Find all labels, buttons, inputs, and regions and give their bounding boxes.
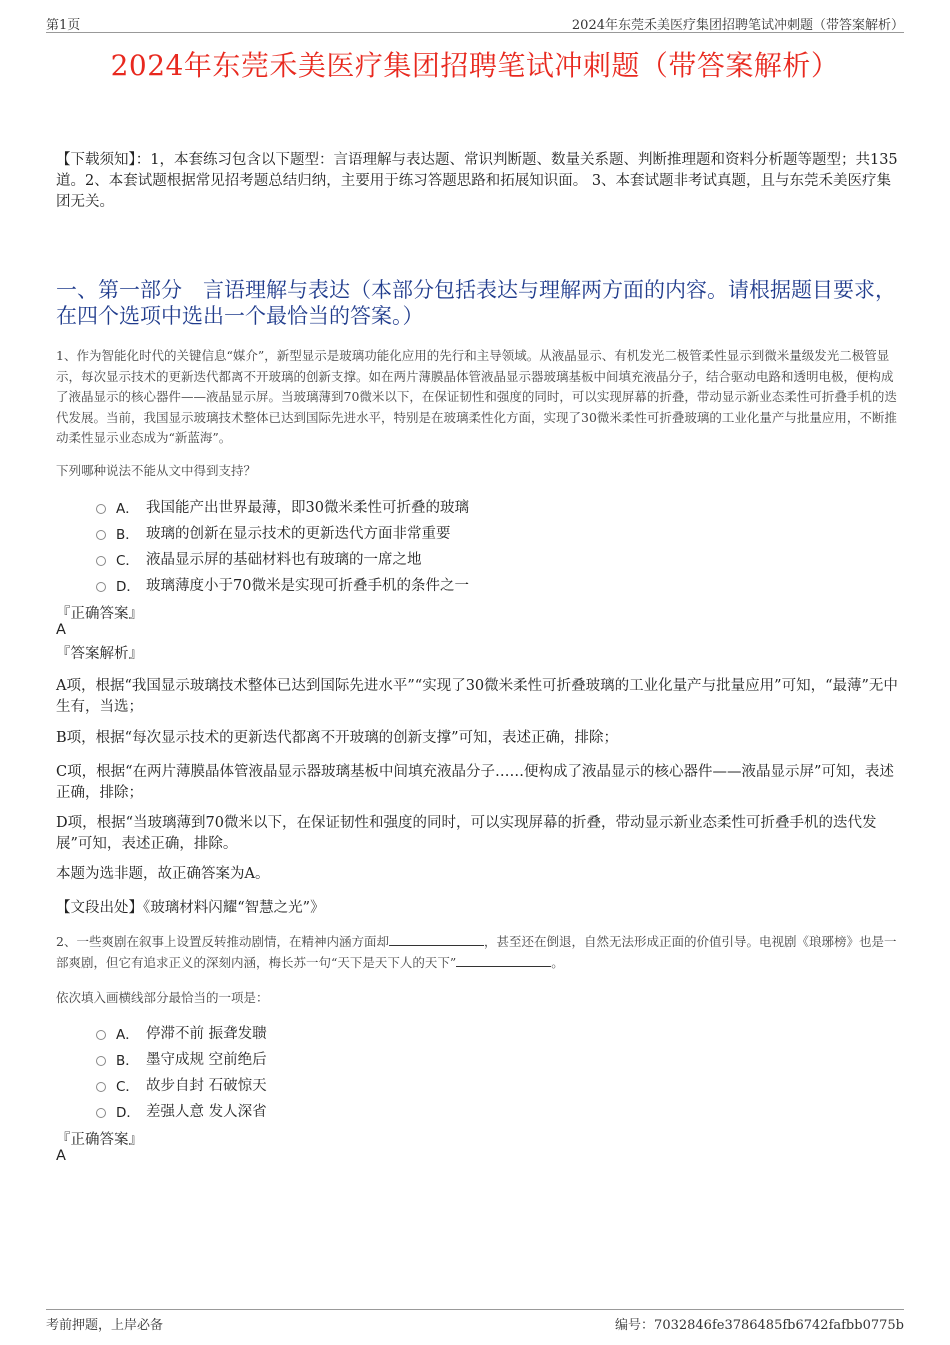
radio-icon[interactable]	[96, 1030, 106, 1040]
footer-document-id: 编号：7032846fe3786485fb6742fafbb0775b	[615, 1318, 904, 1333]
analysis-b: B项，根据“每次显示技术的更新迭代都离不开玻璃的创新支撑”可知，表述正确，排除；	[56, 730, 618, 746]
question-2-option-c[interactable]	[96, 1074, 267, 1095]
question-1-option-a[interactable]	[96, 496, 469, 517]
analysis-c: C项，根据“在两片薄膜晶体管液晶显示器玻璃基板中间填充液晶分子……便构成了液晶显示的核心器件——液晶显示屏”可知，表述正确，排除；	[56, 764, 894, 801]
question-2-passage	[56, 932, 898, 973]
header-doc-title: 2024年东莞禾美医疗集团招聘笔试冲刺题（带答案解析）	[571, 18, 904, 33]
fill-blank-2	[456, 954, 551, 967]
question-1-answer: A	[56, 622, 66, 638]
question-1-option-d[interactable]	[96, 574, 469, 595]
question-1-answer-label: 『正确答案』	[56, 606, 143, 622]
header-divider	[46, 32, 904, 33]
footer-slogan: 考前押题，上岸必备	[46, 1318, 164, 1333]
question-1-prompt: 下列哪种说法不能从文中得到支持？	[56, 463, 257, 478]
analysis-a: A项，根据“我国显示玻璃技术整体已达到国际先进水平”“实现了30微米柔性可折叠玻璃的工业化量产与批量应用”可知，“最薄”无中生有，当选；	[56, 678, 898, 715]
analysis-d: D项，根据“当玻璃薄到70微米以下，在保证韧性和强度的同时，可以实现屏幕的折叠，带动显示新业态柔性可折叠手机的迭代发展”可知，表述正确，排除。	[56, 815, 877, 852]
question-2-option-b[interactable]	[96, 1048, 267, 1069]
document-title: 2024年东莞禾美医疗集团招聘笔试冲刺题（带答案解析）	[110, 49, 840, 82]
option-text: 故步自封 石破惊天	[146, 1078, 267, 1094]
option-text: 差强人意 发人深省	[146, 1104, 267, 1120]
option-text: 玻璃的创新在显示技术的更新迭代方面非常重要	[146, 526, 451, 542]
question-1-option-b[interactable]	[96, 522, 451, 543]
question-2-answer: A	[56, 1148, 66, 1164]
option-text: 玻璃薄度小于70微米是实现可折叠手机的条件之一	[146, 578, 469, 594]
question-2-option-d[interactable]	[96, 1100, 267, 1121]
option-letter: B．	[116, 1052, 139, 1069]
option-text: 我国能产出世界最薄，即30微米柔性可折叠的玻璃	[146, 500, 469, 516]
analysis-conclusion: 本题为选非题，故正确答案为A。	[56, 866, 270, 882]
passage-text-1: 2、一些爽剧在叙事上设置反转推动剧情，在精神内涵方面却	[56, 934, 389, 949]
passage-text-2: ，甚至还在倒退，自然无法形成正面的价值引导。电视剧《琅琊榜》也是一部爽剧，但它有追求正义的深刻内涵，梅长苏一句“天下是天下人的天下”	[56, 934, 897, 970]
footer-divider	[46, 1309, 904, 1310]
passage-text-3: 。	[551, 954, 564, 970]
download-notice: 【下载须知】：1，本套练习包含以下题型：言语理解与表达题、常识判断题、数量关系题、判断推理题和资料分析题等题型；共135道。2、本套试题根据常见招考题总结归纳，主要用于练习答题思路和拓展知识面。 3、本套试题非考试真题，且与东莞禾美医疗集团无关。	[56, 152, 898, 210]
question-1-passage: 1、作为智能化时代的关键信息“媒介”，新型显示是玻璃功能化应用的先行和主导领域。从液晶显示、有机发光二极管柔性显示到微米量级发光二极管显示，每次显示技术的更新迭代都离不开玻璃的创新支撑。如在两片薄膜晶体管液晶显示器玻璃基板中间填充液晶分子，结合驱动电路和透明电极，便构成了液晶显示的核心器件——液晶显示屏。当玻璃薄到70微米以下，在保证韧性和强度的同时，可以实现屏幕的折叠，带动显示新业态柔性可折叠手机的迭代发展。当前，我国显示玻璃技术整体已达到国际先进水平，特别是在玻璃柔性化方面，实现了30微米柔性可折叠玻璃的工业化量产与批量应用，不断推动柔性显示业态成为“新蓝海”。	[56, 348, 897, 445]
radio-icon[interactable]	[96, 1082, 106, 1092]
radio-icon[interactable]	[96, 1056, 106, 1066]
question-2-option-a[interactable]	[96, 1022, 267, 1043]
question-2-answer-label: 『正确答案』	[56, 1132, 143, 1148]
question-1-option-c[interactable]	[96, 548, 422, 569]
question-2-prompt: 依次填入画横线部分最恰当的一项是：	[56, 990, 269, 1005]
option-letter: B．	[116, 526, 139, 543]
page-number: 第1页	[46, 18, 81, 33]
fill-blank-1	[389, 933, 484, 946]
option-text: 停滞不前 振聋发聩	[146, 1026, 267, 1042]
option-letter: D．	[116, 1104, 140, 1121]
radio-icon[interactable]	[96, 556, 106, 566]
option-letter: D．	[116, 578, 140, 595]
section-title: 一、第一部分 言语理解与表达（本部分包括表达与理解两方面的内容。请根据题目要求，在四个选项中选出一个最恰当的答案。）	[56, 278, 896, 328]
radio-icon[interactable]	[96, 582, 106, 592]
question-1-analysis-label: 『答案解析』	[56, 646, 143, 662]
option-text: 液晶显示屏的基础材料也有玻璃的一席之地	[146, 552, 422, 568]
option-letter: A．	[116, 500, 139, 517]
radio-icon[interactable]	[96, 1108, 106, 1118]
option-text: 墨守成规 空前绝后	[146, 1052, 267, 1068]
radio-icon[interactable]	[96, 504, 106, 514]
option-letter: C．	[116, 1078, 139, 1095]
option-letter: C．	[116, 552, 139, 569]
option-letter: A．	[116, 1026, 139, 1043]
radio-icon[interactable]	[96, 530, 106, 540]
question-1-source: 【文段出处】《玻璃材料闪耀“智慧之光”》	[56, 900, 325, 916]
